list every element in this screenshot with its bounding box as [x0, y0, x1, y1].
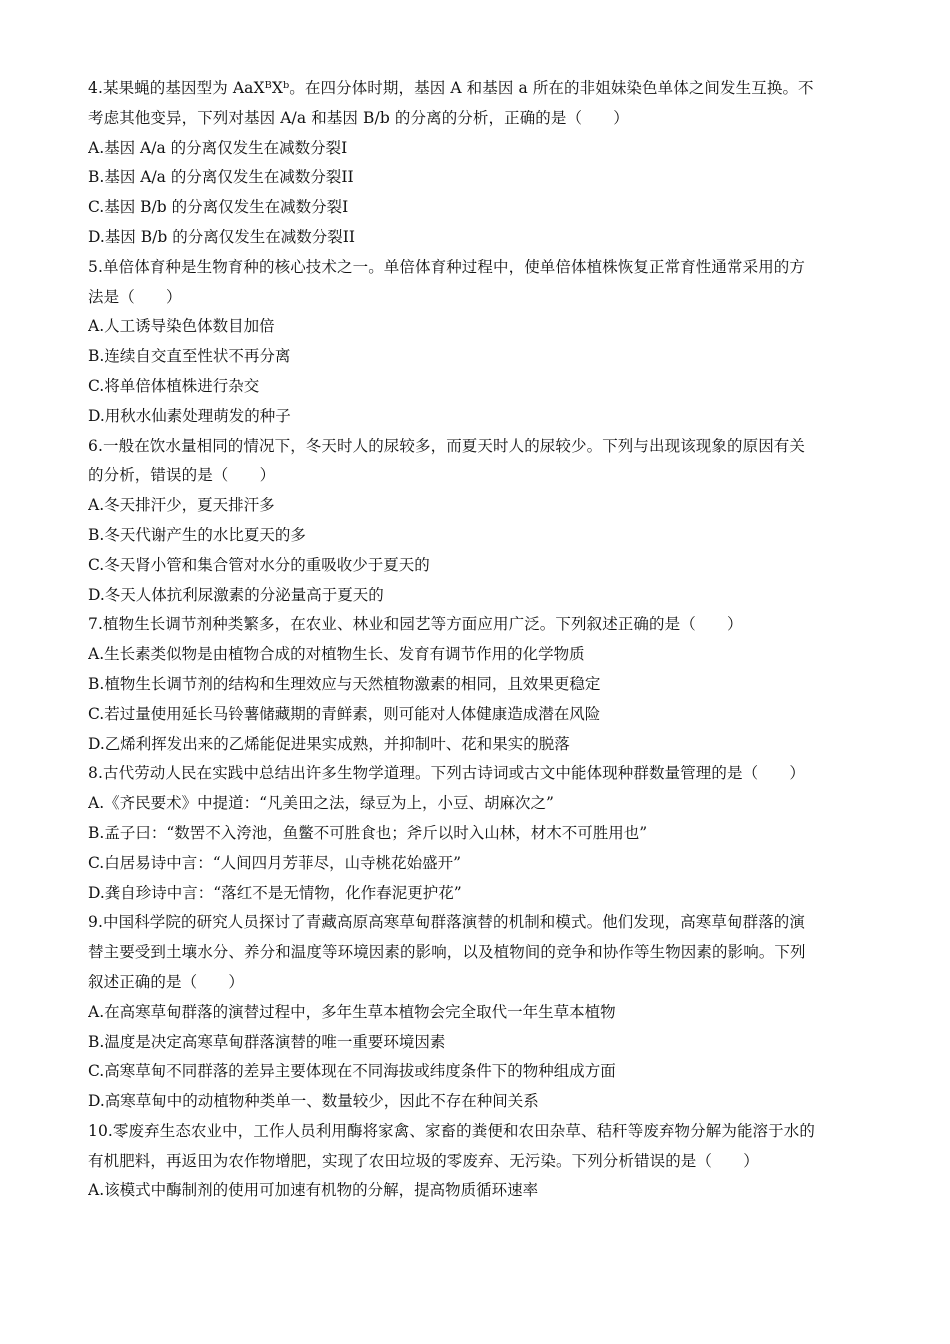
question-10 [88, 1117, 868, 1206]
answer-option: D.高寒草甸中的动植物种类单一、数量较少，因此不存在种间关系 [88, 1092, 539, 1111]
answer-option: C.高寒草甸不同群落的差异主要体现在不同海拔或纬度条件下的物种组成方面 [88, 1062, 616, 1081]
answer-option: A.人工诱导染色体数目加倍 [88, 317, 275, 336]
answer-option: D.乙烯利挥发出来的乙烯能促进果实成熟，并抑制叶、花和果实的脱落 [88, 734, 570, 753]
question-stem-line: 4.某果蝇的基因型为 AaXᴮXᵇ。在四分体时期，基因 A 和基因 a 所在的非姐妹染色单体之间发生互换。不 [88, 79, 814, 97]
answer-option: C.冬天肾小管和集合管对水分的重吸收少于夏天的 [88, 555, 430, 574]
question-7 [88, 610, 868, 759]
answer-option: B.基因 A/a 的分离仅发生在减数分裂II [88, 168, 354, 187]
question-stem-line: 10.零废弃生态农业中，工作人员利用酶将家禽、家畜的粪便和农田杂草、秸秆等废弃物分解为能溶于水的 [88, 1121, 815, 1140]
question-8 [88, 759, 868, 908]
answer-option: A.基因 A/a 的分离仅发生在减数分裂I [88, 138, 348, 157]
answer-option: A.冬天排汗少，夏天排汗多 [88, 496, 275, 515]
question-stem-line: 5.单倍体育种是生物育种的核心技术之一。单倍体育种过程中，使单倍体植株恢复正常育性通常采用的方 [88, 257, 805, 276]
question-4 [88, 74, 868, 253]
question-9 [88, 908, 868, 1117]
question-stem-line: 8.古代劳动人民在实践中总结出许多生物学道理。下列古诗词或古文中能体现种群数量管理的是（ ） [88, 764, 805, 783]
answer-option: D.龚自珍诗中言：“落红不是无情物，化作春泥更护花” [88, 883, 462, 902]
answer-option: A.该模式中酶制剂的使用可加速有机物的分解，提高物质循环速率 [88, 1181, 539, 1200]
answer-option: D.用秋水仙素处理萌发的种子 [88, 406, 291, 425]
question-stem-line: 的分析，错误的是（ ） [88, 466, 276, 485]
question-stem-line: 叙述正确的是（ ） [88, 972, 245, 991]
answer-option: A.在高寒草甸群落的演替过程中，多年生草本植物会完全取代一年生草本植物 [88, 1002, 616, 1021]
answer-option: C.若过量使用延长马铃薯储藏期的青鲜素，则可能对人体健康造成潜在风险 [88, 704, 601, 723]
answer-option: B.冬天代谢产生的水比夏天的多 [88, 525, 306, 544]
question-6 [88, 432, 868, 611]
answer-option: B.植物生长调节剂的结构和生理效应与天然植物激素的相同，且效果更稳定 [88, 674, 601, 693]
answer-option: D.冬天人体抗利尿激素的分泌量高于夏天的 [88, 585, 384, 604]
answer-option: C.基因 B/b 的分离仅发生在减数分裂I [88, 198, 349, 217]
answer-option: A.《齐民要术》中提道：“凡美田之法，绿豆为上，小豆、胡麻次之” [88, 794, 554, 813]
answer-option: B.温度是决定高寒草甸群落演替的唯一重要环境因素 [88, 1032, 446, 1051]
question-stem-line: 有机肥料，再返田为农作物增肥，实现了农田垃圾的零废弃、无污染。下列分析错误的是（ ） [88, 1151, 759, 1170]
answer-option: A.生长素类似物是由植物合成的对植物生长、发育有调节作用的化学物质 [88, 645, 585, 664]
question-stem-line: 9.中国科学院的研究人员探讨了青藏高原高寒草甸群落演替的机制和模式。他们发现，高寒草甸群落的演 [88, 913, 805, 932]
question-document [88, 74, 868, 1206]
answer-option: B.连续自交直至性状不再分离 [88, 347, 291, 366]
question-stem-line: 考虑其他变异，下列对基因 A/a 和基因 B/b 的分离的分析，正确的是（ ） [88, 108, 629, 127]
question-stem-line: 6.一般在饮水量相同的情况下，冬天时人的尿较多，而夏天时人的尿较少。下列与出现该现象的原因有关 [88, 436, 805, 455]
question-5 [88, 253, 868, 432]
answer-option: C.白居易诗中言：“人间四月芳菲尽，山寺桃花始盛开” [88, 853, 462, 872]
question-stem-line: 替主要受到土壤水分、养分和温度等环境因素的影响，以及植物间的竞争和协作等生物因素的影响。下列 [88, 943, 806, 962]
answer-option: D.基因 B/b 的分离仅发生在减数分裂II [88, 227, 355, 246]
question-stem-line: 法是（ ） [88, 287, 182, 306]
answer-option: B.孟子曰：“数罟不入洿池，鱼鳖不可胜食也；斧斤以时入山林，材木不可胜用也” [88, 823, 648, 842]
answer-option: C.将单倍体植株进行杂交 [88, 376, 260, 395]
question-stem-line: 7.植物生长调节剂种类繁多，在农业、林业和园艺等方面应用广泛。下列叙述正确的是（ ） [88, 615, 743, 634]
